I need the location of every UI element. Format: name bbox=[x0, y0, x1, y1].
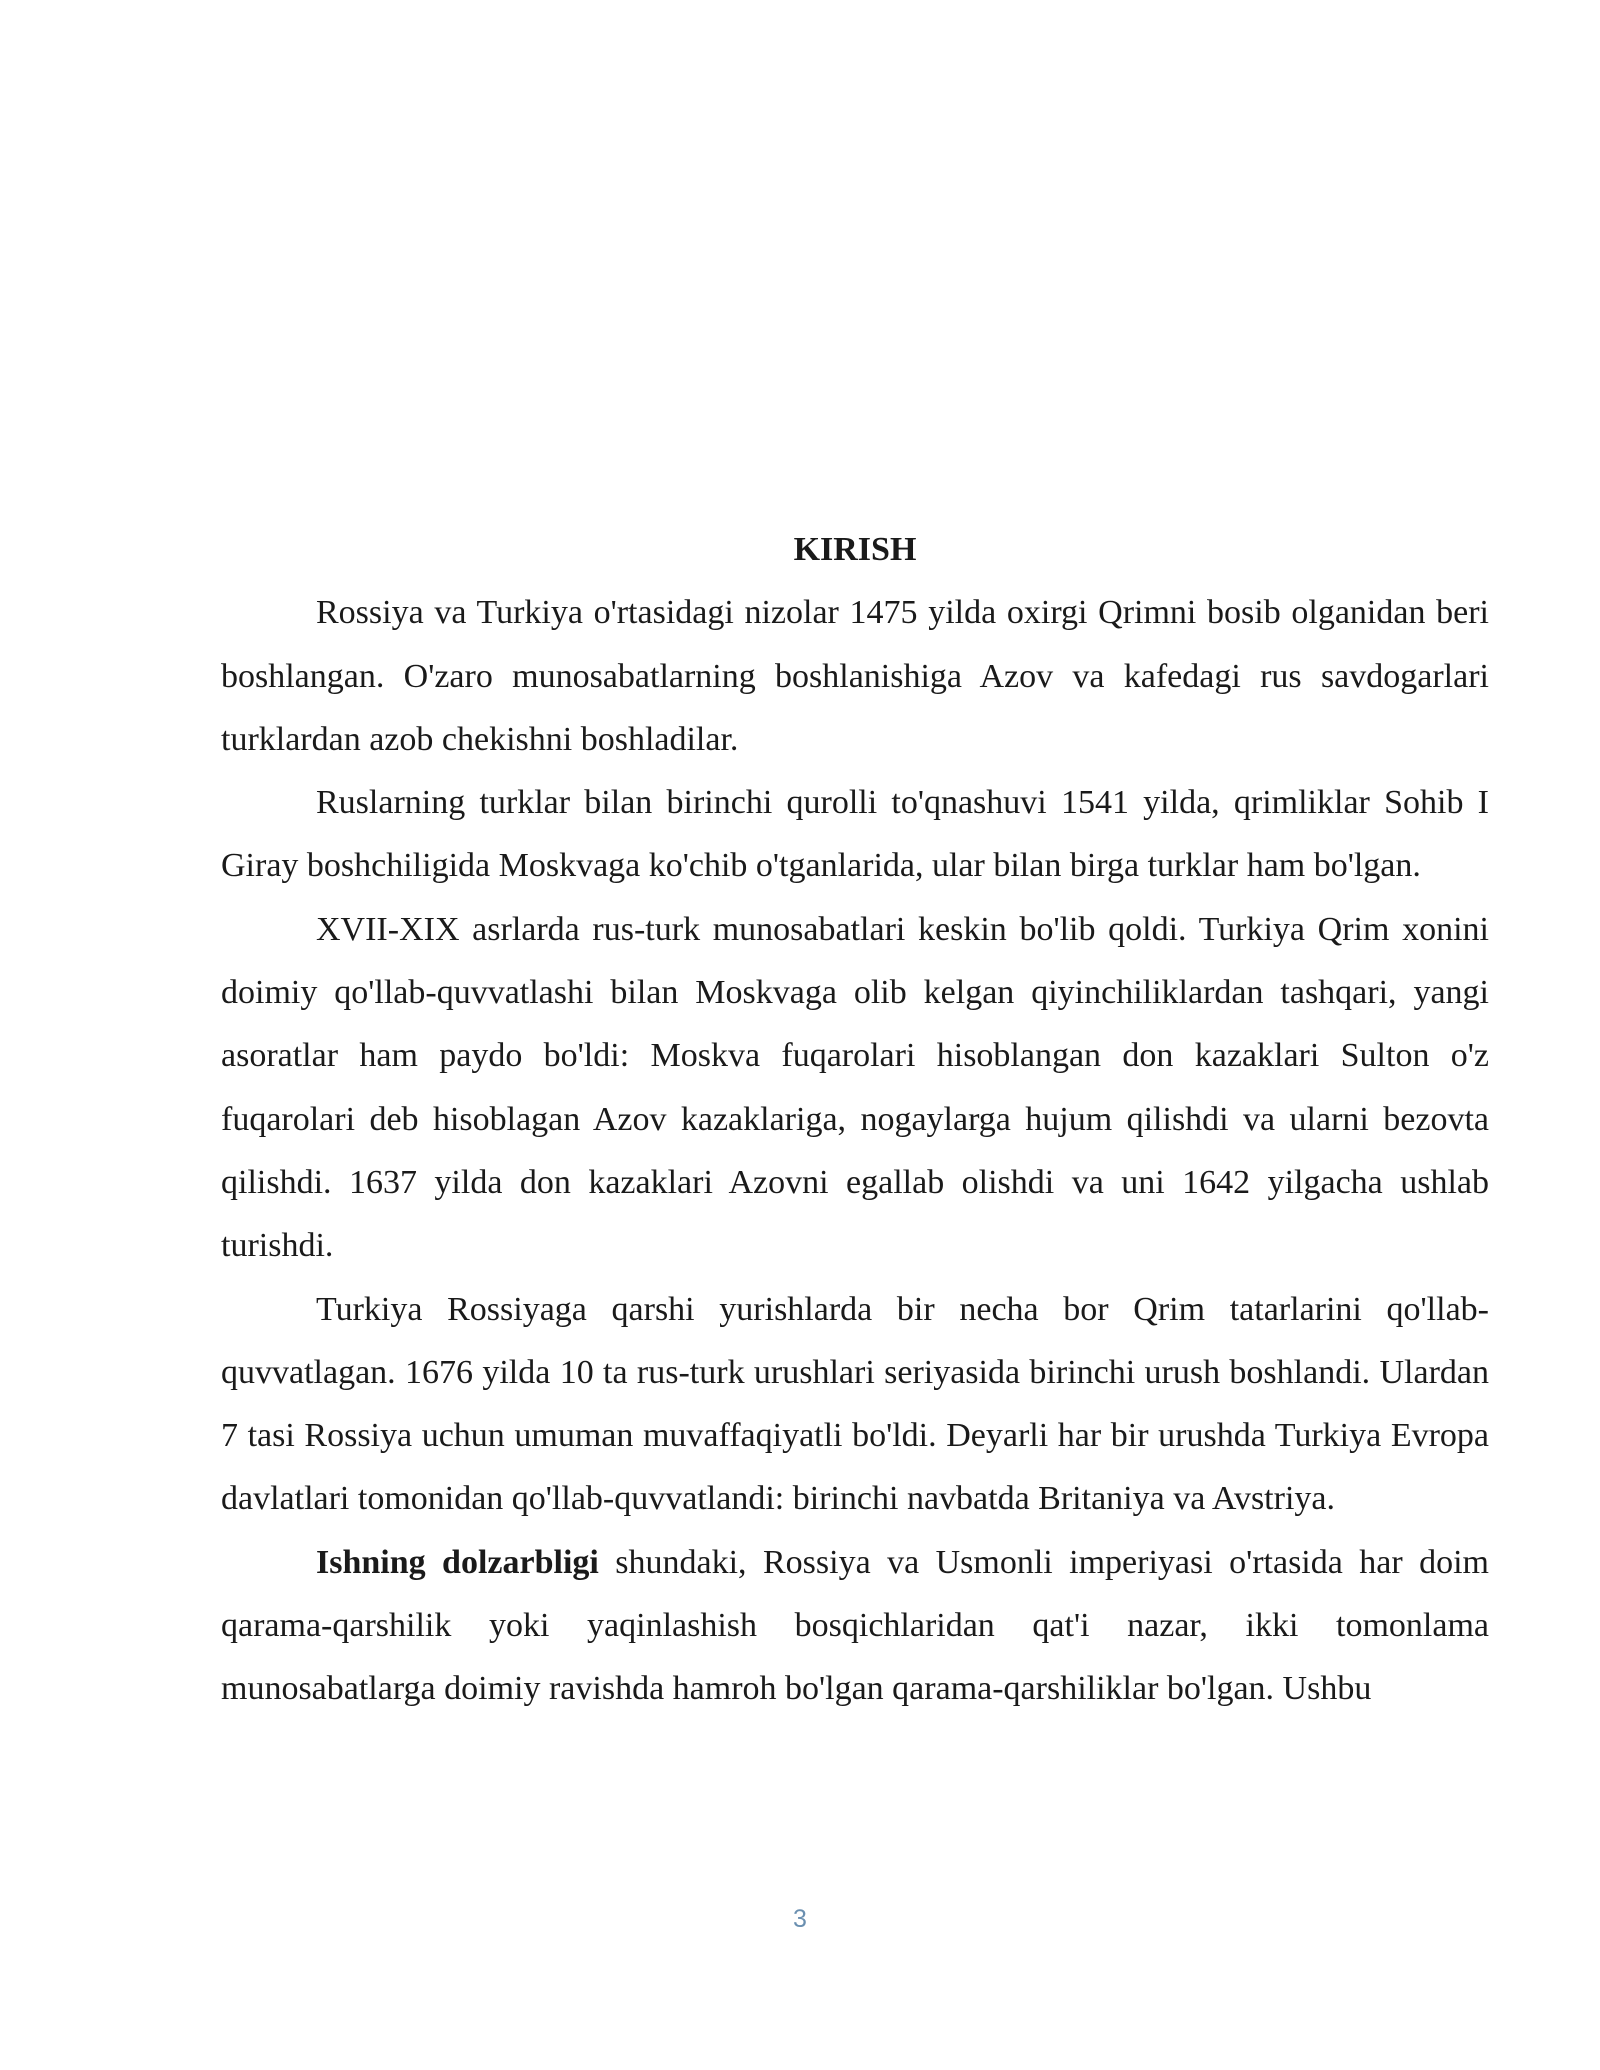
paragraph-2: Ruslarning turklar bilan birinchi qurolli to'qnashuvi 1541 yilda, qrimliklar Sohib I Giray boshchiligida Moskvaga ko'chib o'tganlarida, ular bilan birga turklar ham bo'lgan. bbox=[221, 784, 1489, 885]
paragraph-1: Rossiya va Turkiya o'rtasidagi nizolar 1475 yilda oxirgi Qrimni bosib olganidan beri boshlangan. O'zaro munosabatlarning boshlanishiga Azov va kafedagi rus savdogarlari turklardan azob chekishni boshladilar. bbox=[221, 594, 1489, 758]
page-number: 3 bbox=[793, 1905, 807, 1933]
paragraph-5-lead: Ishning dolzarbligi bbox=[316, 1543, 599, 1581]
page-title: KIRISH bbox=[793, 531, 917, 568]
paragraph-3: XVII-XIX asrlarda rus-turk munosabatlari keskin bo'lib qoldi. Turkiya Qrim xonini doimiy qo'llab-quvvatlashi bilan Moskvaga olib kelgan qiyinchiliklardan tashqari, yangi asoratlar ham paydo bo'ldi: Moskva fuqarolari hisoblangan don kazaklari Sulton o'z fuqarolari deb hisoblagan Azov kazaklariga, nogaylarga hujum qilishdi va ularni bezovta qilishdi. 1637 yilda don kazaklari Azovni egallab olishdi va uni 1642 yilgacha ushlab turishdi. bbox=[221, 910, 1489, 1265]
paragraph-4: Turkiya Rossiyaga qarshi yurishlarda bir necha bor Qrim tatarlarini qo'llab-quvvatlagan. 1676 yilda 10 ta rus-turk urushlari seriyasida birinchi urush boshlandi. Ulardan 7 tasi Rossiya uchun umuman muvaffaqiyatli bo'ldi. Deyarli har bir urushda Turkiya Evropa davlatlari tomonidan qo'llab-quvvatlandi: birinchi navbatda Britaniya va Avstriya. bbox=[221, 1290, 1489, 1518]
paragraph-5 bbox=[221, 1531, 1489, 1721]
paragraph-5-text: shundaki, Rossiya va Usmonli imperiyasi o'rtasida har doim qarama-qarshilik yoki yaqinlashish bosqichlaridan qat'i nazar, ikki tomonlama munosabatlarga doimiy ravishda hamroh bo'lgan qarama-qarshiliklar bo'lgan. Ushbu bbox=[221, 1543, 1490, 1708]
page-body bbox=[221, 518, 1489, 1721]
